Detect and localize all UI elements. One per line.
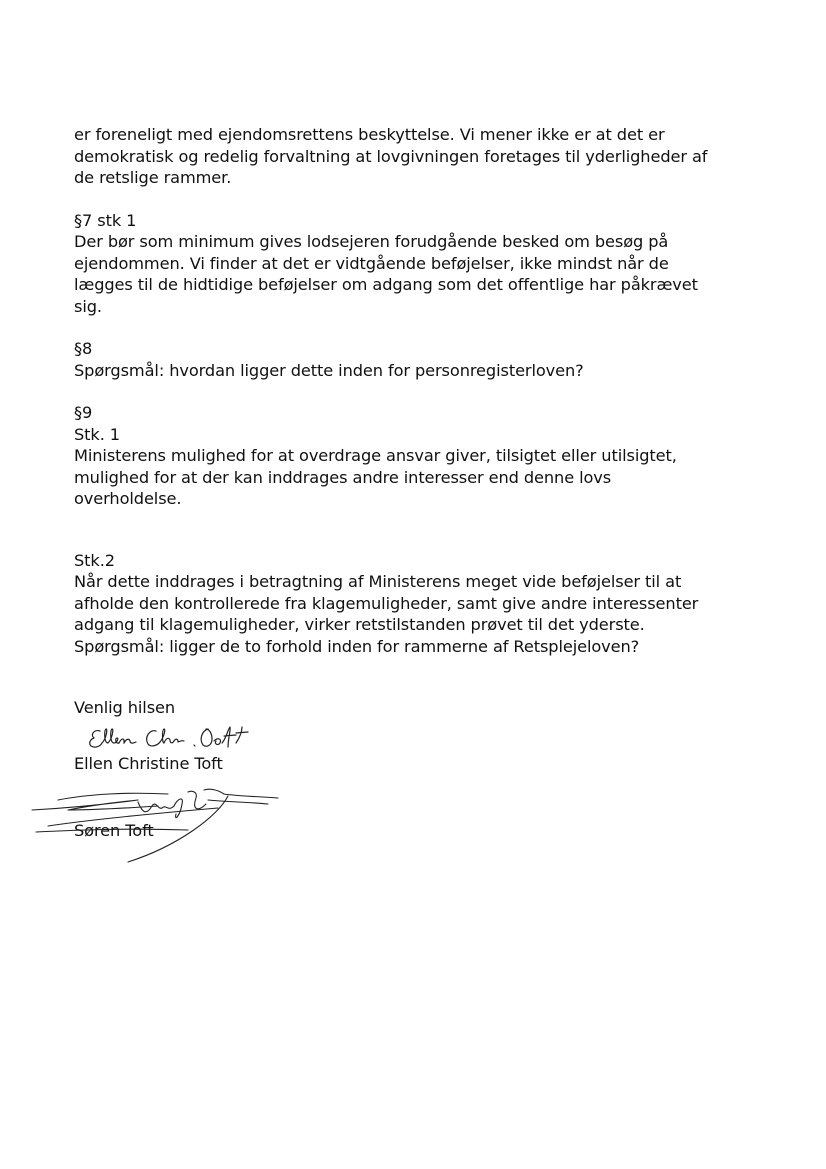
section-7-body: Der bør som minimum gives lodsejeren forudgående besked om besøg på ejendommen. Vi finder at det er vidtgående beføjelser, ikke mindst når de lægges til de hidtidige beføjelser om adgang som det offentlige har påkrævet sig. [74,232,698,316]
section-7-heading: §7 stk 1 [74,210,137,230]
intro-paragraph: er foreneligt med ejendomsrettens beskyttelse. Vi mener ikke er at det er demokratisk og redelig forvaltning at lovgivningen foretages til yderligheder af de retslige rammer. [74,125,708,187]
spacer [74,510,774,550]
section-9-stk2-heading: Stk.2 [74,550,115,570]
closing-greeting: Venlig hilsen [74,698,176,717]
section-9-heading: §9 [74,403,93,422]
handwritten-signature-ellen [86,721,276,753]
signer-2-name: Søren Toft [74,821,154,840]
section-8-body: Spørgsmål: hvordan ligger dette inden for personregisterloven? [74,360,584,380]
letter-page [74,124,774,866]
signer-1-name: Ellen Christine Toft [74,753,223,773]
spacer [74,657,774,697]
spacer [74,381,774,402]
spacer [74,189,774,210]
spacer [74,317,774,338]
section-8-heading: §8 [74,339,93,358]
section-9-stk2-body: Når dette inddrages i betragtning af Ministerens meget vide beføjelser til at afholde den kontrollerede fra klagemuligheder, samt give andre interessenter adgang til klagemuligheder, virker retstilstanden prøvet til det yderste. Spørgsmål: ligger de to forhold inden for rammerne af Retsplejeloven? [74,572,699,656]
handwritten-signature-soren [28,786,288,866]
section-9-stk1-body: Ministerens mulighed for at overdrage ansvar giver, tilsigtet eller utilsigtet, mulighed for at der kan inddrages andre interesser end denne lovs overholdelse. [74,446,677,508]
closing-block [74,697,774,866]
signature-2-block [28,786,288,866]
section-9-stk1-heading: Stk. 1 [74,424,120,444]
